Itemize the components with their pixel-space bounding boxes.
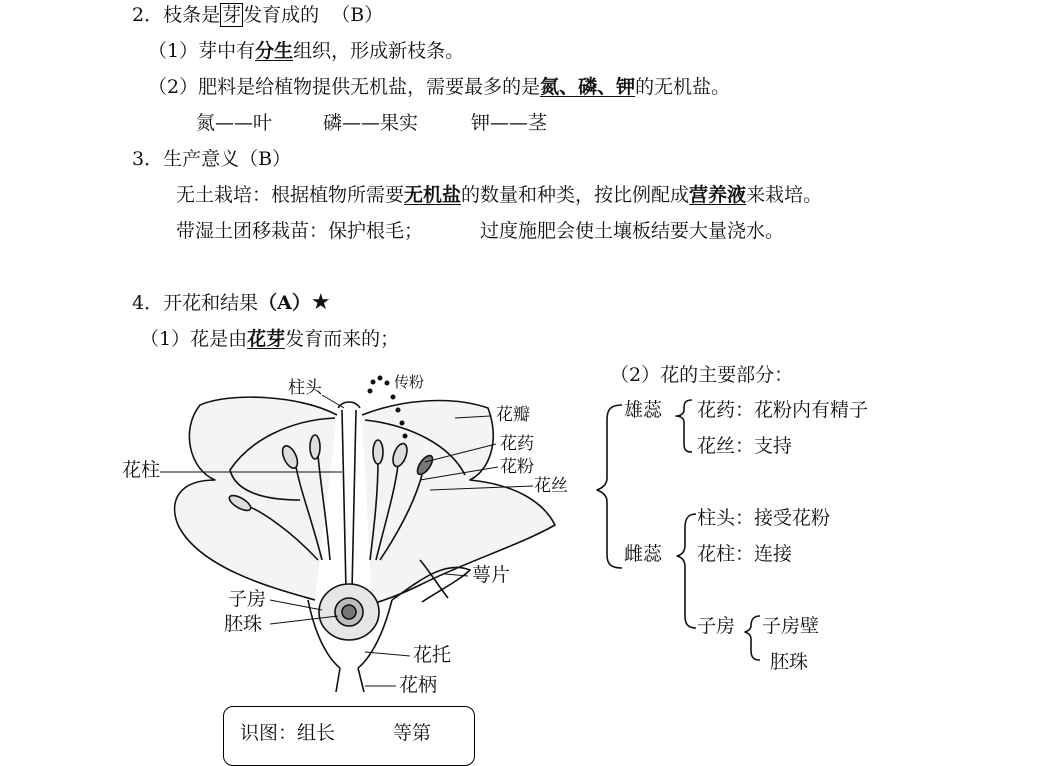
tree-style: 花柱：连接 — [697, 543, 793, 565]
section2-item2: （2）肥料是给植物提供无机盐，需要最多的是氮、磷、钾的无机盐。 — [148, 76, 731, 98]
pedicel — [336, 668, 364, 692]
key-term: 分生 — [255, 40, 294, 62]
section4-item1: （1）花是由花芽发育而来的； — [140, 328, 400, 350]
section2-title: 2．枝条是 芽 发育成的 （B） — [132, 4, 384, 26]
key-term: 营养液 — [689, 184, 747, 206]
section3-line2a: 带湿土团移栽苗：保护根毛； — [176, 220, 424, 242]
main-brace — [597, 405, 622, 568]
nutrient-pair-2: 磷——果实 — [323, 112, 419, 134]
tree-stigma: 柱头：接受花粉 — [697, 507, 831, 529]
section2-item1: （1）芽中有分生组织，形成新枝条。 — [148, 40, 465, 62]
stamen-brace — [676, 400, 692, 452]
nutrient-pair-3: 钾——茎 — [471, 112, 548, 134]
tree-stamen: 雄蕊 — [624, 399, 663, 421]
left-petal — [175, 397, 337, 600]
key-term: 花芽 — [247, 328, 286, 350]
section4-title: 4．开花和结果（A）★ — [132, 290, 331, 315]
boxed-term: 芽 — [222, 4, 242, 26]
key-term: 氮、磷、钾 — [540, 76, 636, 98]
label-ovule: 胚珠 — [224, 613, 263, 635]
label-sepal: 萼片 — [472, 564, 511, 586]
label-style: 花柱 — [122, 459, 161, 481]
key-term: 无机盐 — [404, 184, 462, 206]
label-petal: 花瓣 — [496, 405, 530, 425]
nutrient-pair-1: 氮——叶 — [196, 112, 273, 134]
section4-item2: （2）花的主要部分： — [610, 364, 794, 386]
label-pollen: 花粉 — [500, 457, 534, 477]
label-ovary: 子房 — [228, 588, 267, 610]
label-filament: 花丝 — [534, 476, 568, 496]
star-icon: ★ — [310, 290, 331, 315]
style-column — [342, 410, 356, 590]
stigma — [338, 402, 360, 408]
section3-line1: 无土栽培：根据植物所需要无机盐的数量和种类，按比例配成营养液来栽培。 — [176, 184, 823, 206]
pistil-brace — [677, 514, 696, 628]
identification-note-box: 识图：组长 等第 — [223, 706, 475, 766]
ovary-brace — [745, 616, 760, 660]
label-receptacle: 花托 — [413, 644, 452, 666]
tree-ovary: 子房 — [697, 615, 736, 637]
tree-ovary-wall: 子房壁 — [762, 615, 820, 637]
right-anther-3 — [373, 440, 383, 464]
label-stigma: 柱头 — [288, 378, 322, 398]
label-pedicel: 花柄 — [399, 674, 438, 696]
tree-pistil: 雌蕊 — [624, 543, 663, 565]
label-pollination: 传粉 — [394, 373, 425, 391]
label-anther: 花药 — [500, 434, 534, 454]
section3-title: 3．生产意义（B） — [132, 148, 292, 170]
tree-anther: 花药：花粉内有精子 — [697, 399, 869, 421]
section3-line2b: 过度施肥会使土壤板结要大量浇水。 — [480, 220, 785, 242]
tree-ovule: 胚珠 — [770, 651, 809, 673]
tree-filament: 花丝：支持 — [697, 435, 793, 457]
left-anther-2 — [310, 435, 320, 459]
